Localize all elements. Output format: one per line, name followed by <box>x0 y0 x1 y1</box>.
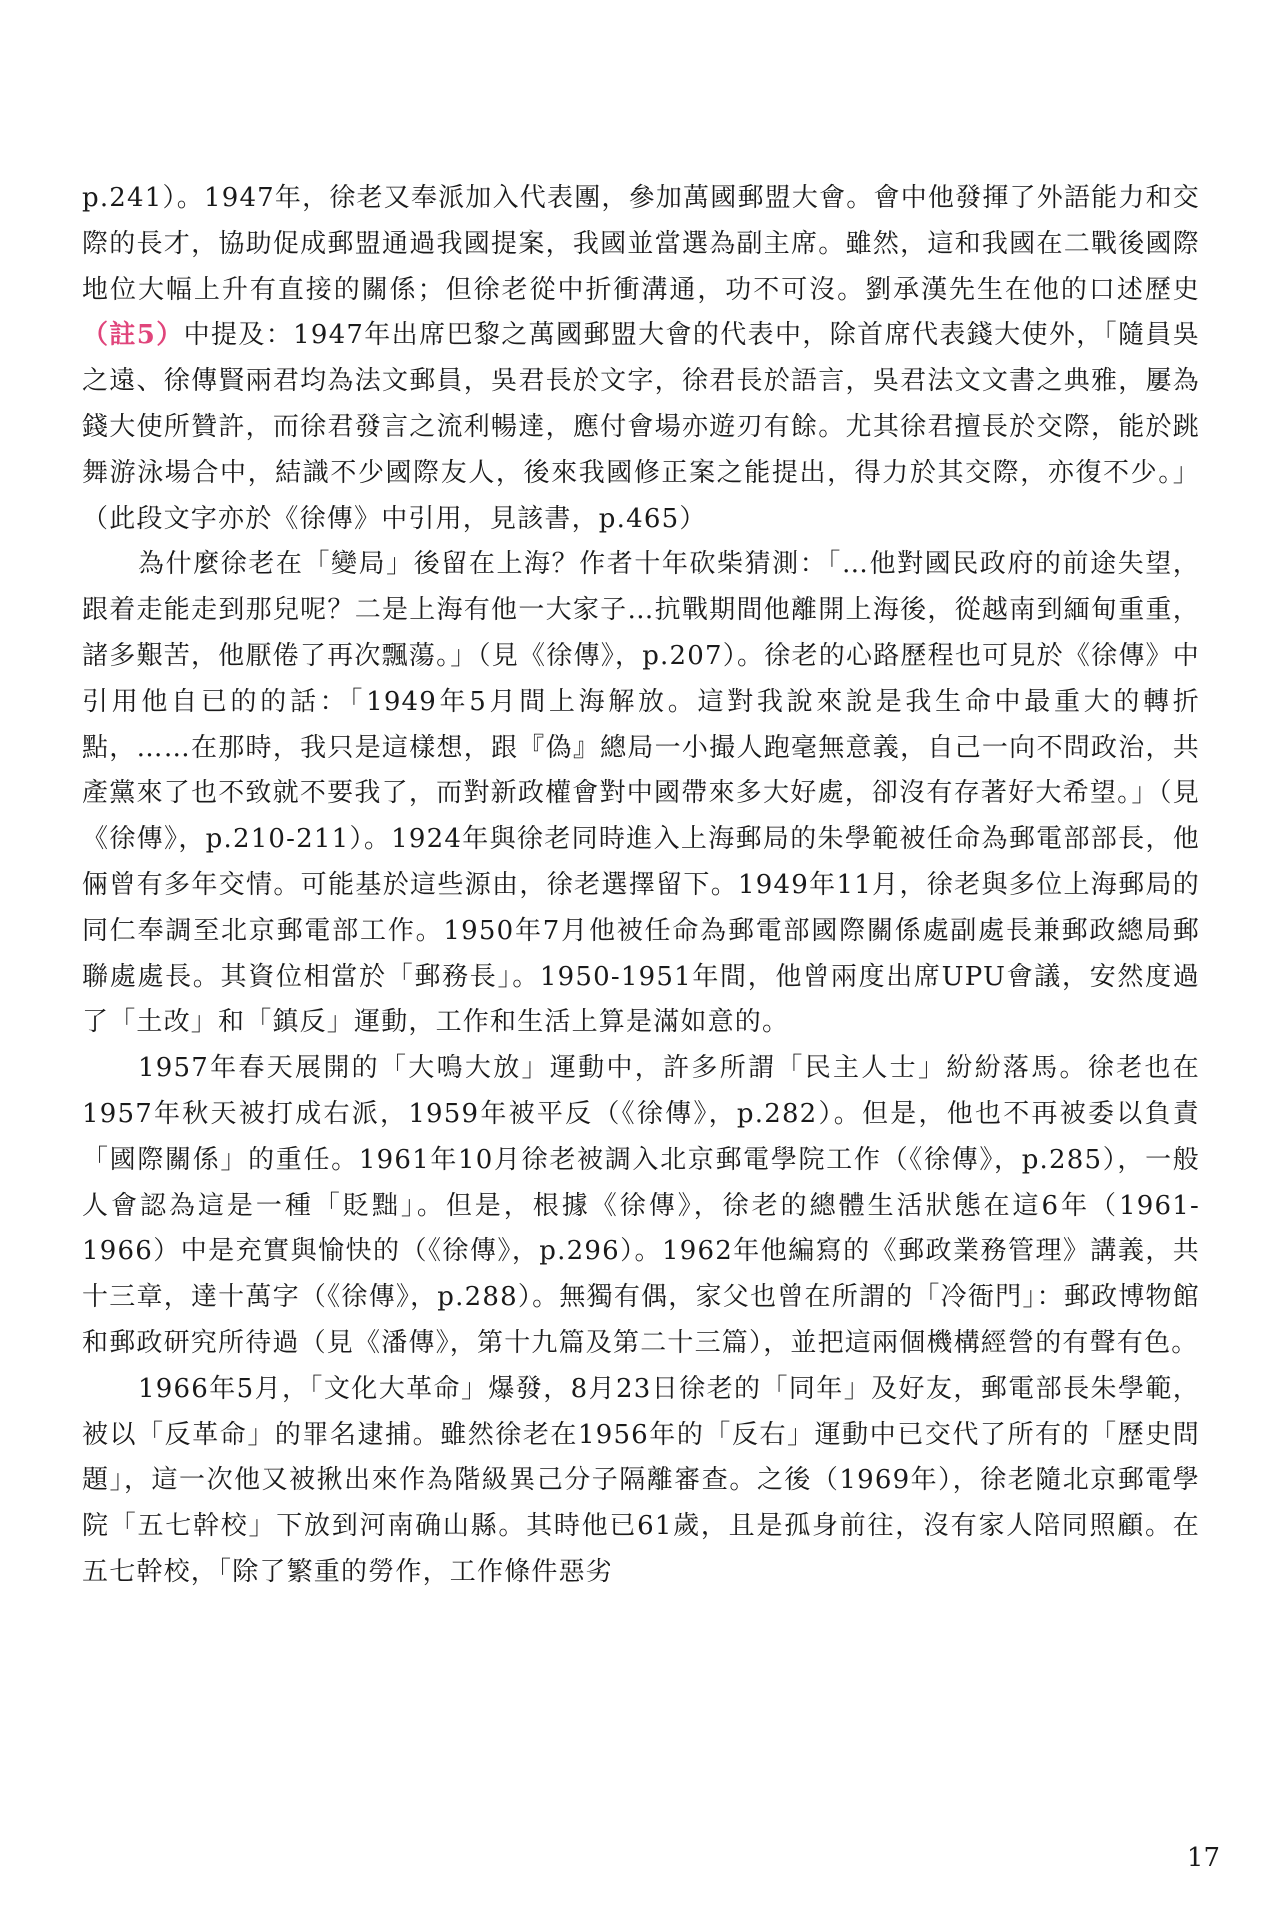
paragraph-3-text: 1957年春天展開的「大鳴大放」運動中，許多所謂「民主人士」紛紛落馬。徐老也在1957年秋天被打成右派，1959年被平反（《徐傳》，p.282）。但是，他也不再被委以負責「國際關係」的重任。1961年10月徐老被調入北京郵電學院工作（《徐傳》，p.285），一般人會認為這是一種「貶黜」。但是，根據《徐傳》，徐老的總體生活狀態在這6年（1961-1966）中是充實與愉快的（《徐傳》，p.296）。1962年他編寫的《郵政業務管理》講義，共十三章，達十萬字（《徐傳》，p.288）。無獨有偶，家父也曾在所謂的「冷衙門」：郵政博物館和郵政研究所待過（見《潘傳》，第十九篇及第二十三篇），並把這兩個機構經營的有聲有色。 <box>82 1053 1200 1358</box>
paragraph-4-text: 1966年5月，「文化大革命」爆發，8月23日徐老的「同年」及好友，郵電部長朱學範，被以「反革命」的罪名逮捕。雖然徐老在1956年的「反右」運動中已交代了所有的「歷史問題」，這一次他又被揪出來作為階級異己分子隔離審查。之後（1969年），徐老隨北京郵電學院「五七幹校」下放到河南确山縣。其時他已61歲，且是孤身前往，沒有家人陪同照顧。在五七幹校，「除了繁重的勞作，工作條件惡劣 <box>82 1373 1200 1587</box>
paragraph-2-text: 為什麼徐老在「變局」後留在上海？作者十年砍柴猜測：「…他對國民政府的前途失望，跟着走能走到那兒呢？二是上海有他一大家子…抗戰期間他離開上海後，從越南到緬甸重重，諸多艱苦，他厭倦了再次飄蕩。」（見《徐傳》，p.207）。徐老的心路歷程也可見於《徐傳》中引用他自已的的話：「1949年5月間上海解放。這對我說來說是我生命中最重大的轉折點，……在那時，我只是這樣想，跟『偽』總局一小撮人跑毫無意義，自己一向不問政治，共產黨來了也不致就不要我了，而對新政權會對中國帶來多大好處，卻沒有存著好大希望。」（見《徐傳》，p.210-211）。1924年與徐老同時進入上海郵局的朱學範被任命為郵電部部長，他倆曾有多年交情。可能基於這些源由，徐老選擇留下。1949年11月，徐老與多位上海郵局的同仁奉調至北京郵電部工作。1950年7月他被任命為郵電部國際關係處副處長兼郵政總局郵聯處處長。其資位相當於「郵務長」。1950-1951年間，他曾兩度出席UPU會議，安然度過了「土改」和「鎮反」運動，工作和生活上算是滿如意的。 <box>82 549 1200 1038</box>
paragraph-1-text-a: p.241）。1947年，徐老又奉派加入代表團，參加萬國郵盟大會。會中他發揮了外語能力和交際的長才，協助促成郵盟通過我國提案，我國並當選為副主席。雖然，這和我國在二戰後國際地位大幅上升有直接的關係；但徐老從中折衝溝通，功不可沒。劉承漢先生在他的口述歷史 <box>82 183 1200 305</box>
paragraph-3 <box>82 1046 1200 1367</box>
page-number: 17 <box>1186 1843 1220 1873</box>
paragraph-4 <box>82 1367 1200 1596</box>
footnote-reference-5[interactable]: （註5） <box>82 320 184 351</box>
body-text <box>82 176 1200 1596</box>
paragraph-2 <box>82 542 1200 1046</box>
paragraph-1-text-b: 中提及：1947年出席巴黎之萬國郵盟大會的代表中，除首席代表錢大使外，「隨員吳之遠、徐傳賢兩君均為法文郵員，吳君長於文字，徐君長於語言，吳君法文文書之典雅，屢為錢大使所贊許，而徐君發言之流利暢達，應付會場亦遊刃有餘。尤其徐君擅長於交際，能於跳舞游泳場合中，結識不少國際友人，後來我國修正案之能提出，得力於其交際，亦復不少。」（此段文字亦於《徐傳》中引用，見該書，p.465） <box>82 320 1200 534</box>
paragraph-1 <box>82 176 1200 542</box>
